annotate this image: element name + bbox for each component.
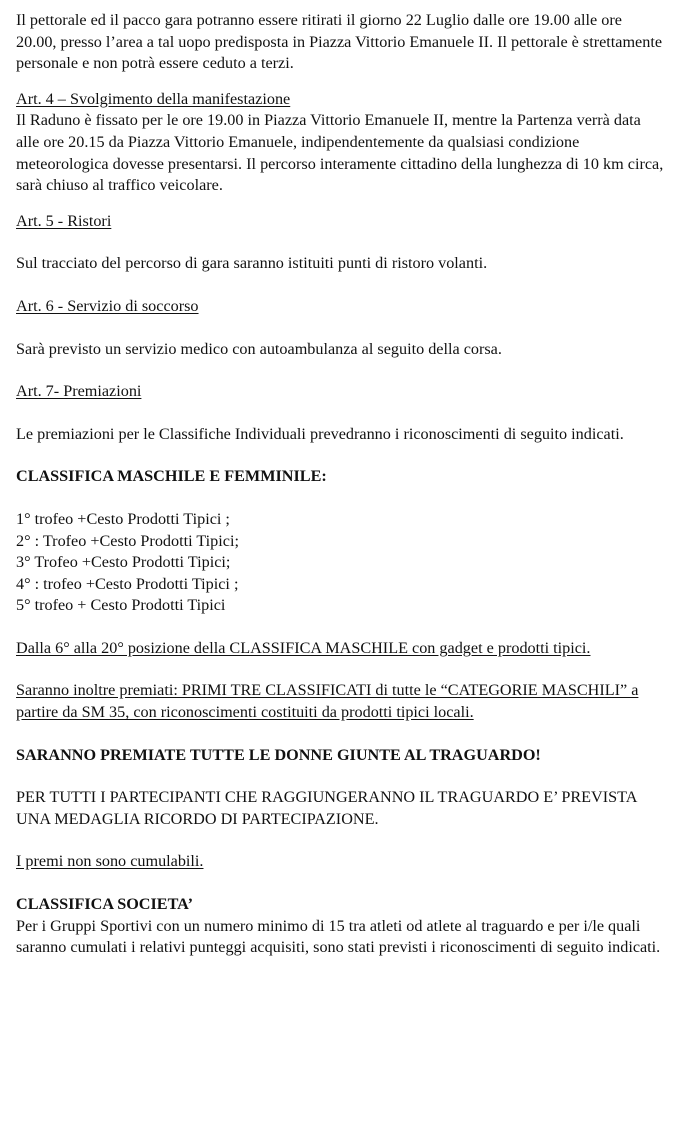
donne-note: SARANNO PREMIATE TUTTE LE DONNE GIUNTE AL TRAGUARDO! <box>16 745 541 764</box>
art4-body: Il Raduno è fissato per le ore 19.00 in Piazza Vittorio Emanuele II, mentre la Partenza verrà data alle ore 20.15 da Piazza Vittorio Emanuele, indipendentemente da qualsiasi condizione meteorologica dovesse presentarsi. Il percorso interamente cittadino della lunghezza di 10 km circa, sarà chiuso al traffico veicolare. <box>16 111 664 195</box>
prize-item: 2° : Trofeo +Cesto Prodotti Tipici; <box>16 531 239 550</box>
medaglia-note: PER TUTTI I PARTECIPANTI CHE RAGGIUNGERANNO IL TRAGUARDO E’ PREVISTA UNA MEDAGLIA RICORDO DI PARTECIPAZIONE. <box>16 788 637 828</box>
art7-heading: Art. 7- Premiazioni <box>16 382 142 401</box>
art6-heading: Art. 6 - Servizio di soccorso <box>16 296 199 315</box>
prize-item: 5° trofeo + Cesto Prodotti Tipici <box>16 596 226 615</box>
art4-heading: Art. 4 – Svolgimento della manifestazione <box>16 89 291 108</box>
gadget-note: Dalla 6° alla 20° posizione della CLASSIFICA MASCHILE con gadget e prodotti tipici. <box>16 638 591 657</box>
art5-heading: Art. 5 - Ristori <box>16 211 112 230</box>
art5-body: Sul tracciato del percorso di gara saranno istituiti punti di ristoro volanti. <box>16 254 488 273</box>
intro-paragraph: Il pettorale ed il pacco gara potranno essere ritirati il giorno 22 Luglio dalle ore 19.00 alle ore 20.00, presso l’area a tal uopo predisposta in Piazza Vittorio Emanuele II. Il pettorale è strettamente personale e non potrà essere ceduto a terzi. <box>16 11 663 73</box>
prize-list <box>16 509 664 617</box>
classifica-mf-heading: CLASSIFICA MASCHILE E FEMMINILE: <box>16 467 327 486</box>
prize-item: 4° : trofeo +Cesto Prodotti Tipici ; <box>16 574 239 593</box>
categorie-note: Saranno inoltre premiati: PRIMI TRE CLASSIFICATI di tutte le “CATEGORIE MASCHILI” a partire da SM 35, con riconoscimenti costituiti da prodotti tipici locali. <box>16 681 639 722</box>
art6-body: Sarà previsto un servizio medico con autoambulanza al seguito della corsa. <box>16 339 502 358</box>
prize-item: 1° trofeo +Cesto Prodotti Tipici ; <box>16 509 230 528</box>
cumulabili-note: I premi non sono cumulabili. <box>16 852 204 871</box>
prize-item: 3° Trofeo +Cesto Prodotti Tipici; <box>16 553 231 572</box>
classifica-societa-body: Per i Gruppi Sportivi con un numero minimo di 15 tra atleti od atlete al traguardo e per i/le quali saranno cumulati i relativi punteggi acquisiti, sono stati previsti i riconoscimenti di seguito indicati. <box>16 916 661 957</box>
classifica-societa-heading: CLASSIFICA SOCIETA’ <box>16 895 194 914</box>
art7-body: Le premiazioni per le Classifiche Individuali prevedranno i riconoscimenti di seguito indicati. <box>16 424 624 443</box>
